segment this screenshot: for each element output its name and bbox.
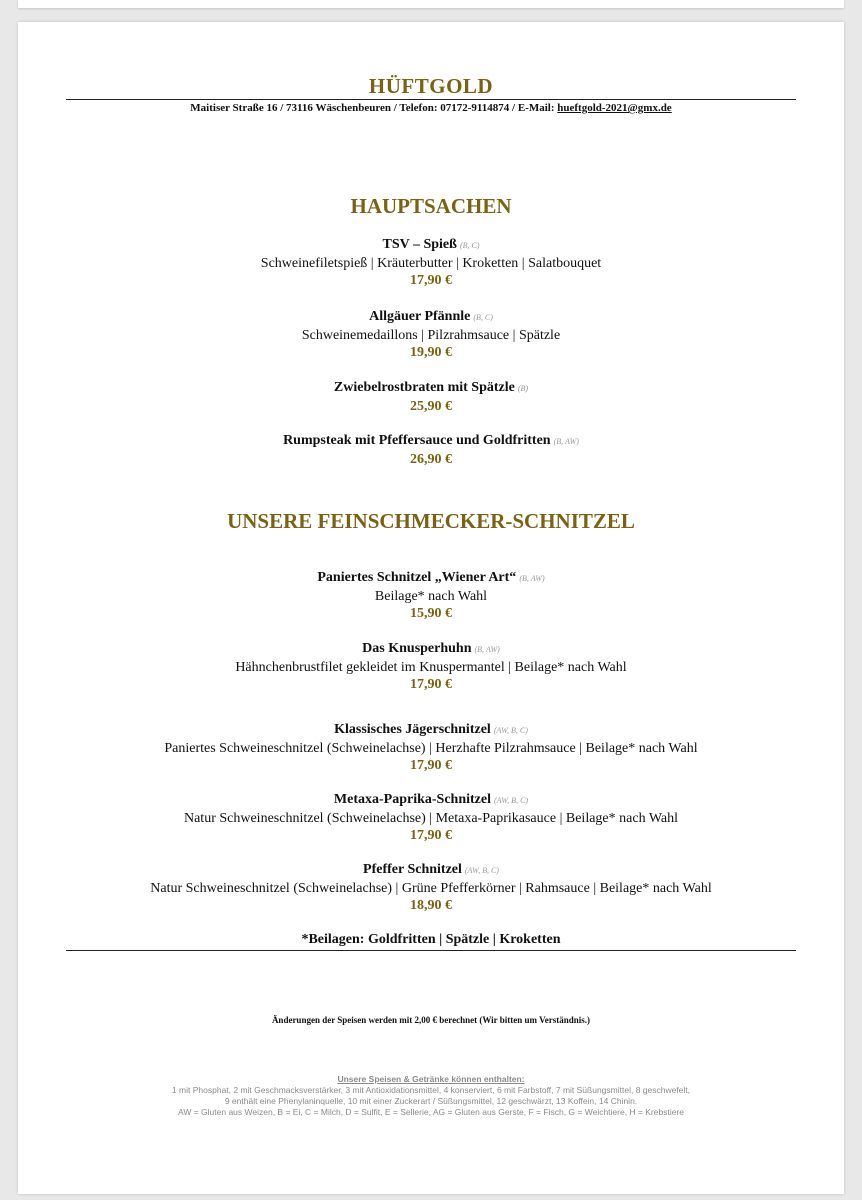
- item-name: Paniertes Schnitzel „Wiener Art“: [317, 570, 517, 585]
- item-description: Natur Schweineschnitzel (Schweinelachse) | Metaxa-Paprikasauce | Beilage* nach Wahl: [183, 810, 679, 826]
- item-description: Beilage* nach Wahl: [374, 588, 488, 604]
- menu-item: [18, 235, 844, 290]
- item-name: Rumpsteak mit Pfeffersauce und Goldfritten: [283, 433, 551, 448]
- item-price: 17,90 €: [410, 273, 452, 288]
- item-name: TSV – Spieß: [382, 237, 457, 252]
- previous-page-edge: [18, 0, 844, 8]
- allergen-footer: [18, 1074, 844, 1118]
- item-description: Paniertes Schweineschnitzel (Schweinelachse) | Herzhafte Pilzrahmsauce | Beilage* nach Wahl: [164, 740, 698, 756]
- item-name: Zwiebelrostbraten mit Spätzle: [333, 380, 515, 395]
- item-name: Metaxa-Paprika-Schnitzel: [333, 792, 491, 807]
- item-name: Allgäuer Pfännle: [369, 309, 471, 324]
- menu-item: [18, 431, 844, 468]
- header-divider: [66, 99, 796, 100]
- item-description: Schweinemedaillons | Pilzrahmsauce | Spätzle: [301, 327, 561, 343]
- allergen-heading: Unsere Speisen & Getränke können enthalten:: [337, 1074, 525, 1084]
- item-price: 18,90 €: [410, 898, 452, 913]
- menu-page: [18, 22, 844, 1194]
- item-price: 26,90 €: [410, 451, 452, 467]
- address-text: Maitiser Straße 16 / 73116 Wäschenbeuren / Telefon: 07172-9114874 / E-Mail:: [190, 102, 558, 114]
- item-allergens: (B, C): [473, 313, 493, 322]
- restaurant-name: HÜFTGOLD: [368, 74, 494, 98]
- item-name: Pfeffer Schnitzel: [363, 862, 462, 877]
- footer-divider: [66, 950, 796, 951]
- item-price: 15,90 €: [410, 606, 452, 621]
- item-price: 17,90 €: [410, 828, 452, 843]
- contact-line: [18, 102, 844, 114]
- item-allergens: (AW, B, C): [493, 726, 528, 735]
- item-price: 17,90 €: [410, 677, 452, 692]
- item-allergens: (B): [517, 384, 529, 393]
- item-allergens: (B, AW): [519, 574, 545, 583]
- item-description: Hähnchenbrustfilet gekleidet im Knuspermantel | Beilage* nach Wahl: [235, 659, 627, 675]
- item-description: Schweinefiletspieß | Kräuterbutter | Kroketten | Salatbouquet: [260, 255, 602, 271]
- item-price: 17,90 €: [410, 758, 452, 773]
- side-dishes-note: *Beilagen: Goldfritten | Spätzle | Kroketten: [301, 932, 561, 947]
- additive-line: 1 mit Phosphat, 2 mit Geschmacksverstärker, 3 mit Antioxidationsmittel, 4 konserviert, 6 mit Farbstoff, 7 mit Süßungsmittel, 8 geschwefelt,: [171, 1085, 691, 1095]
- item-name: Das Knusperhuhn: [362, 641, 472, 656]
- item-allergens: (B, C): [459, 241, 480, 250]
- change-fee-note: Änderungen der Speisen werden mit 2,00 € berechnet (Wir bitten um Verständnis.): [271, 1015, 591, 1025]
- section-title-hauptsachen: HAUPTSACHEN: [350, 194, 512, 218]
- section-title-schnitzel: UNSERE FEINSCHMECKER-SCHNITZEL: [227, 509, 635, 533]
- menu-item: [18, 568, 844, 623]
- item-allergens: (B, AW): [474, 645, 500, 654]
- item-allergens: (AW, B, C): [494, 796, 529, 805]
- item-price: 19,90 €: [410, 345, 452, 360]
- menu-item: [18, 307, 844, 362]
- email-link[interactable]: hueftgold-2021@gmx.de: [557, 102, 672, 114]
- item-description: Natur Schweineschnitzel (Schweinelachse) | Grüne Pfefferkörner | Rahmsauce | Beilage* nach Wahl: [150, 880, 712, 896]
- item-name: Klassisches Jägerschnitzel: [334, 722, 491, 737]
- menu-item: [18, 790, 844, 845]
- item-price: 25,90 €: [410, 398, 452, 414]
- menu-item: [18, 378, 844, 415]
- menu-item: [18, 639, 844, 694]
- item-allergens: (B, AW): [553, 437, 579, 446]
- menu-item: [18, 720, 844, 775]
- menu-item: [18, 860, 844, 915]
- additive-line: 9 enthält eine Phenylaninquelle, 10 mit einer Zuckerart / Süßungsmittel, 12 geschwärzt, 13 Koffein, 14 Chinin.: [224, 1096, 638, 1106]
- item-allergens: (AW, B, C): [464, 866, 499, 875]
- allergen-legend-line: AW = Gluten aus Weizen, B = Ei, C = Milch, D = Sulfit, E = Sellerie, AG = Gluten aus Gerste, F = Fisch, G = Weichtiere, H = Krebstiere: [177, 1107, 685, 1117]
